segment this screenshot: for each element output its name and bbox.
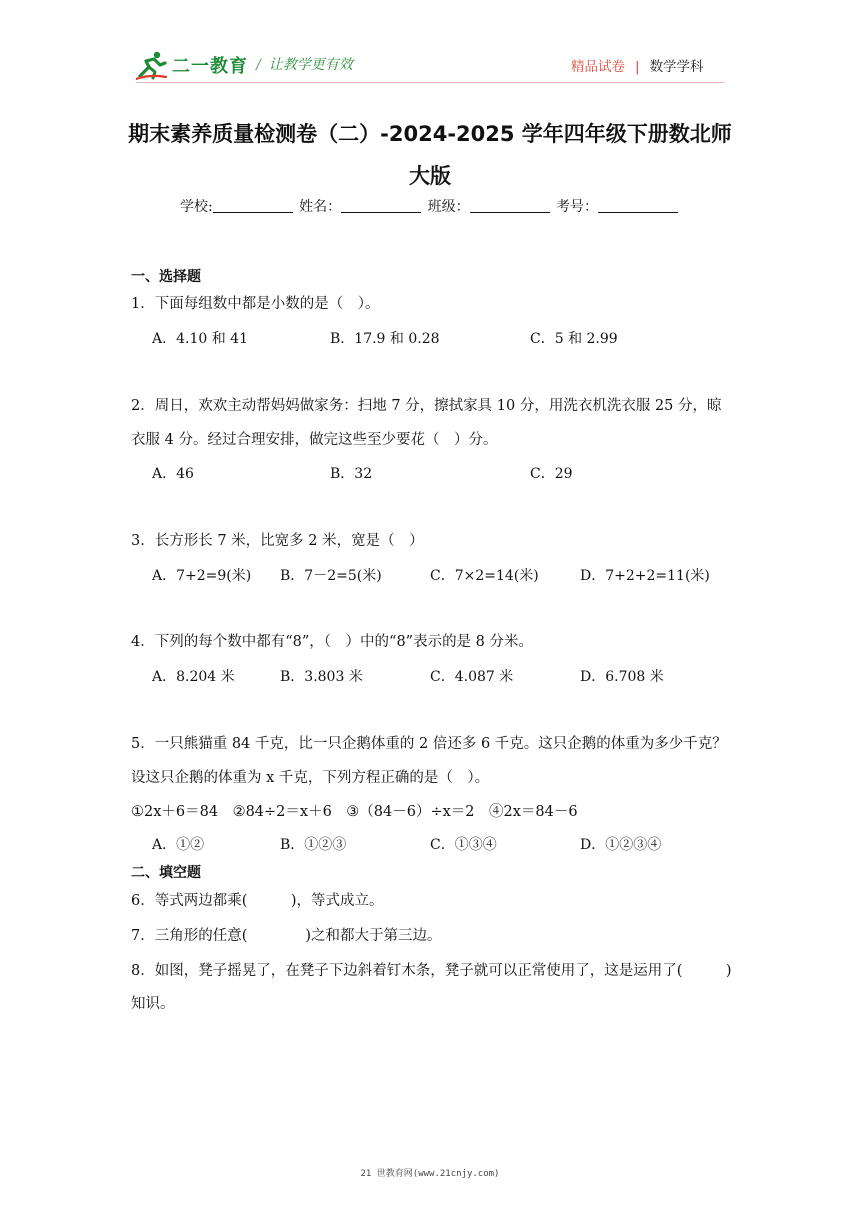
tag-subject: 数学学科 [649, 59, 704, 75]
header-divider [136, 82, 724, 83]
tag-separator: | [635, 59, 640, 75]
q1-option-c[interactable]: C．5 和 2.99 [530, 331, 618, 347]
question-3-stem: 3．长方形长 7 米，比宽多 2 米，宽是（ ） [131, 533, 424, 549]
runner-logo-icon [136, 50, 168, 80]
page-title-line1: 期末素养质量检测卷（二）-2024-2025 学年四年级下册数北师 [128, 122, 732, 146]
number-blank[interactable] [598, 198, 678, 213]
q4-option-c[interactable]: C．4.087 米 [430, 669, 514, 685]
header-tags [571, 55, 704, 75]
q1-option-a[interactable]: A．4.10 和 41 [152, 331, 248, 347]
class-blank[interactable] [470, 198, 550, 213]
class-label: 班级： [427, 199, 470, 215]
question-7: 7．三角形的任意( )之和都大于第三边。 [131, 928, 442, 944]
q4-option-a[interactable]: A．8.204 米 [152, 669, 235, 685]
question-5-stem-line1: 5．一只熊猫重 84 千克，比一只企鹅体重的 2 倍还多 6 千克。这只企鹅的体重为多少千克？ [131, 736, 727, 752]
q1-option-b[interactable]: B．17.9 和 0.28 [330, 331, 440, 347]
student-info-row [0, 196, 860, 216]
section-heading-fill: 二、填空题 [131, 865, 201, 881]
page-title-line2: 大版 [409, 164, 451, 188]
q3-option-b[interactable]: B．7－2=5(米) [280, 568, 382, 584]
name-blank[interactable] [341, 198, 421, 213]
name-label: 姓名： [299, 199, 342, 215]
question-8-line1: 8．如图，凳子摇晃了，在凳子下边斜着钉木条，凳子就可以正常使用了，这是运用了( ) [131, 963, 732, 979]
question-8-line2: 知识。 [131, 996, 175, 1012]
q5-option-b[interactable]: B．①②③ [280, 837, 347, 853]
section-heading-choice: 一、选择题 [131, 269, 201, 285]
question-4-stem: 4．下列的每个数中都有“8”，（ ）中的“8”表示的是 8 分米。 [131, 634, 534, 650]
tag-premium: 精品试卷 [571, 59, 625, 75]
q3-option-c[interactable]: C．7×2=14(米) [430, 568, 539, 584]
page-footer: 21 世教育网(www.21cnjy.com) [360, 1169, 500, 1179]
question-6: 6．等式两边都乘( )，等式成立。 [131, 893, 384, 909]
logo-text: 二一教育 [172, 56, 248, 77]
slogan: / 让教学更有效 [256, 57, 353, 73]
question-2-stem-line1: 2．周日，欢欢主动帮妈妈做家务：扫地 7 分，擦拭家具 10 分，用洗衣机洗衣服 25 分，晾 [131, 398, 722, 414]
school-label: 学校: [179, 199, 213, 215]
q4-option-d[interactable]: D．6.708 米 [580, 669, 664, 685]
q5-option-c[interactable]: C．①③④ [430, 837, 497, 853]
number-label: 考号： [556, 199, 599, 215]
question-5-stem-line2: 设这只企鹅的体重为 x 千克，下列方程正确的是（ ）。 [131, 770, 490, 786]
q3-option-a[interactable]: A．7+2=9(米) [152, 568, 252, 584]
q5-option-d[interactable]: D．①②③④ [580, 837, 662, 853]
question-1-stem: 1．下面每组数中都是小数的是（ ）。 [131, 296, 380, 312]
page-header [0, 0, 860, 90]
school-blank[interactable] [213, 198, 293, 213]
q2-option-a[interactable]: A．46 [152, 466, 194, 482]
q2-option-b[interactable]: B．32 [330, 466, 373, 482]
q3-option-d[interactable]: D．7+2+2=11(米) [580, 568, 710, 584]
q2-option-c[interactable]: C．29 [530, 466, 573, 482]
q4-option-b[interactable]: B．3.803 米 [280, 669, 363, 685]
question-2-stem-line2: 衣服 4 分。经过合理安排，做完这些至少要花（ ）分。 [131, 432, 498, 448]
q5-option-a[interactable]: A．①② [152, 837, 205, 853]
question-5-equations: ①2x＋6＝84 ②84÷2＝x＋6 ③（84－6）÷x＝2 ④2x＝84－6 [131, 804, 578, 820]
